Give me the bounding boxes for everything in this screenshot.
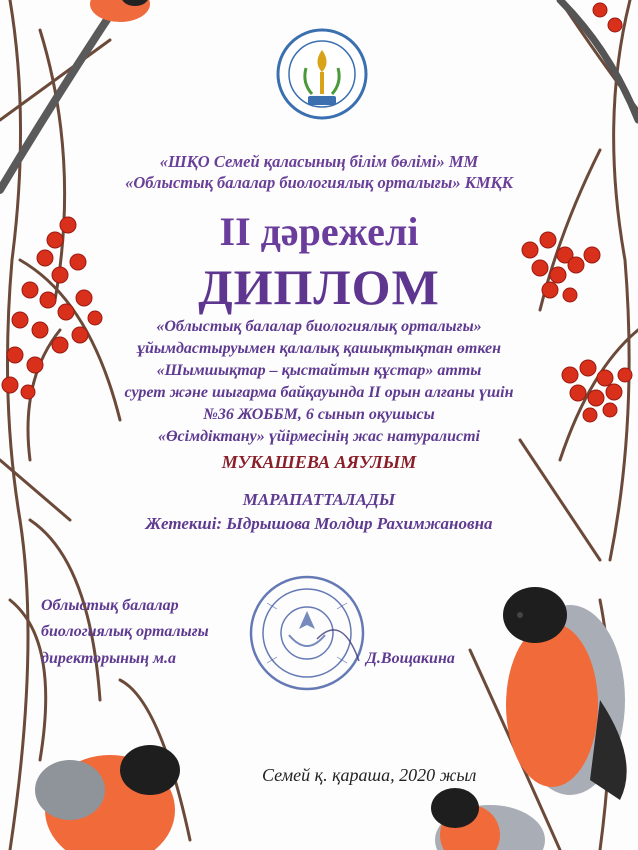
awarded-label: МАРАПАТТАЛАДЫ <box>242 490 396 509</box>
body-line-5: №36 ЖОББМ, 6 сынып оқушысы <box>203 406 435 423</box>
body-line-3: «Шымшықтар – қыстайтын құстар» атты <box>156 362 482 379</box>
signature-title-line-1: Облыстық балалар <box>41 597 179 614</box>
emblem-logo <box>276 28 368 120</box>
issuer-line-2: «Облыстық балалар биологиялық орталығы» КМҚК <box>125 173 513 192</box>
diploma-title: ДИПЛОМ <box>198 259 440 315</box>
body-line-1: «Облыстық балалар биологиялық орталығы» <box>156 318 482 335</box>
body-line-2: ұйымдастыруымен қалалық қашықтықтан өткен <box>137 340 501 357</box>
body-line-6: «Өсімдіктану» үйірмесінің жас натуралисті <box>158 428 480 445</box>
signatory-name: Д.Вощакина <box>366 650 455 667</box>
official-stamp <box>247 573 367 693</box>
supervisor-line: Жетекші: Ыдрышова Молдир Рахимжановна <box>145 514 493 533</box>
signature-title-line-2: биологиялық орталығы <box>41 623 209 640</box>
recipient-name: МУКАШЕВА АЯУЛЫМ <box>221 452 417 472</box>
signature-title-line-3: директорының м.а <box>41 650 176 667</box>
place-date: Семей қ. қараша, 2020 жыл <box>262 765 477 785</box>
issuer-line-1: «ШҚО Семей қаласының білім бөлімі» ММ <box>159 152 479 171</box>
degree-label: II дәрежелі <box>219 209 419 254</box>
body-line-4: сурет және шығарма байқауында II орын алғаны үшін <box>124 384 514 401</box>
